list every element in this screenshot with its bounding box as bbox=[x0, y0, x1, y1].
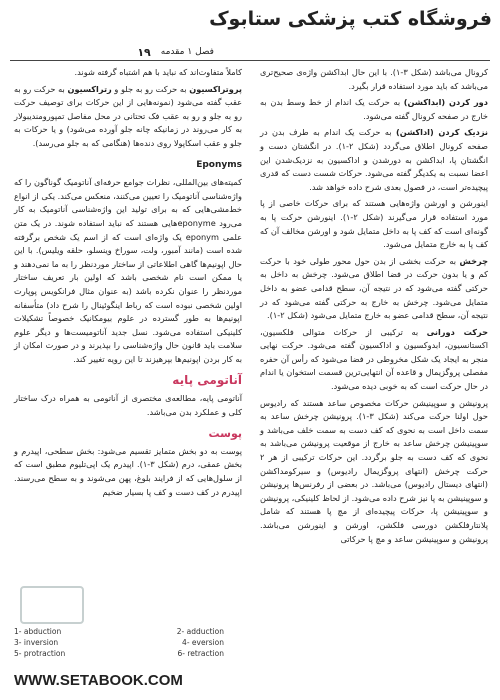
right-column bbox=[260, 66, 488, 549]
term-protraction: پروتراکسیون bbox=[189, 83, 243, 94]
section-heading-eponyms: Eponyms bbox=[196, 159, 242, 170]
store-banner: فروشگاه کتب پزشکی ستابوک bbox=[209, 8, 492, 30]
header-divider bbox=[10, 60, 490, 61]
paragraph bbox=[260, 255, 488, 323]
paragraph: پرونیشن و سوپینیشن حرکات مخصوص ساعد هستند که رادیوس حول اولنا حرکت می‌کند (شکل ۳-۱). پرونیشن چرخش ساعد به سمت داخل است به نحوی که کف دست به سمت خلف می‌باشد و سوپینیشن چرخش ساعد به خارج از موقعیت پرونیشن می‌باشد به نحوی که کف دست به جلو برگردد. این حرکات ترکیبی از هر ۲ حرکت چرخش (انتهای پروگزیمال رادیوس) و سیرکومداکشن (انتهای دیستال رادیوس) می‌باشد. در بعضی از رفرنس‌ها پرونیشن و سوپینیشن به پا نیز شرح داده می‌شود. از لحاظ کلینیکی، پرونیشن و سوپینیشن پا، حرکات پیچیده‌ای از مچ پا هستند که شامل پلانتارفلکشن دورسی فلکشن، اورشن و اینورشن می‌باشد. پرونیشن و سوپینیشن ساعد و مچ پا حرکاتی bbox=[260, 397, 488, 544]
paragraph bbox=[14, 83, 242, 151]
paragraph: کاملاً متفاوت‌اند که نباید با هم اشتباه گرفته شوند. bbox=[74, 67, 242, 77]
paragraph bbox=[260, 96, 488, 123]
term-adduction: نزدیک کردن (اداکشن) bbox=[395, 127, 488, 138]
paragraph bbox=[260, 126, 488, 194]
paragraph-text: به ترکیبی از حرکات متوالی فلکسیون، اکستانسیون، ابدوکسیون و اداکسیون گفته می‌شود. حرکت نهایی منجر به ایجاد یک شکل مخروطی در فضا می‌شود که رأس آن حفره مفصلی پروگزیمال و قاعده آن انتهایی‌ترین قسمت استخوان یا اندام در حال حرکت است که به خوبی دیده می‌شود. bbox=[260, 326, 488, 392]
footnote: 6- retraction bbox=[177, 649, 224, 658]
running-header bbox=[14, 44, 214, 60]
footnote: 4- eversion bbox=[182, 638, 224, 647]
paragraph: پوست به دو بخش متمایز تقسیم می‌شود: بخش سطحی، اپیدرم و بخش عمقی، درم (شکل ۳-۱). اپیدرم یک اپی‌تلیوم مطبق است که از سلول‌هایی که از فرایند بلوغ، پهن می‌شوند و به سطح می‌رسند. اپیدرم در کف دست و کف پا بسیار ضخیم bbox=[14, 445, 242, 497]
term-retraction: رتراکسیون bbox=[67, 83, 112, 94]
footnotes bbox=[14, 626, 224, 658]
page-number: ۱۹ bbox=[137, 45, 151, 59]
footnote: 5- protraction bbox=[14, 649, 66, 658]
paragraph bbox=[260, 326, 488, 394]
paragraph: اینورشن و اورشن واژه‌هایی هستند که برای حرکات خاصی از پا مورد استفاده قرار می‌گیرند (شکل ۲-۱). اینورشن حرکت پا به گونه‌ای است که کف پا به داخل متمایل شود و اورشن مخالف آن که کف پا به خارج متمایل می‌شود. bbox=[259, 198, 488, 250]
term-circumduction: حرکت دورانی bbox=[426, 326, 488, 337]
paragraph-text: به حرکت یک اندام از خط وسط بدن به خارج در صفحه کرونال گفته می‌شود. bbox=[260, 97, 488, 121]
paragraph-text: به حرکت رو به عقب گفته می‌شود (نمونه‌هایی از این حرکات برای توصیف حرکت رو به جلو و رو به عقب فک تحتانی در محل مفاصل تمپورومندیبولار به کار می‌روند در زمانیکه چانه جلو آورده می‌شود) و یا حرکات به جلو و عقب اسکاپولا روی دنده‌ها (هنگامی که به جلو می‌رسد). bbox=[14, 83, 242, 148]
paragraph: کمیته‌های بین‌المللی، نظرات جوامع حرفه‌ای آناتومیک گوناگون را که واژه‌شناسی آناتومیک را تعیین می‌کنند، منعکس می‌کند. یکی از انواع خط‌مشی‌هایی که به برای تولید این واژه‌شناسی آناتومیک به کار می‌رود eponyme‌هایی هستند که نباید استفاده شوند. در یک متن علمی eponym یک واژه‌ای است که از اسم یک شخص برگرفته شده است (مانند آمبور، ولت، سوراخ وینسلو، حلقه ویلیس). با این حال اپونیم‌ها گاهی اطلاعاتی از ساختار موردنظر را به ما نمی‌دهند و یا ممکن است نام شخصی باشد که اولین بار تعریف ساختار موردنظر را عنوان نکرده باشد (به عنوان مثال فرانکویس پوپارت اولین شخصی نبوده است که رباط اینگوئینال را شرح داد) متأسفانه اپونیم‌ها به طور گسترده در علوم بیومکانیک خصوصاً تشکیلات کلینیکی استفاده می‌شود. نسل جدید آناتومیست‌ها و دیگر علوم سلامت باید قانون حال واژه‌شناسی را بپذیرند و در صورت امکان از به کار بردن اپونیم‌ها بپرهیزند تا این رویه تغییر کند. bbox=[14, 177, 242, 364]
footnote: 3- inversion bbox=[14, 638, 59, 647]
term-abduction: دور کردن (ابداکشن) bbox=[403, 97, 488, 108]
left-column bbox=[14, 66, 242, 502]
section-heading-skin: پوست bbox=[208, 427, 242, 441]
setabook-logo-watermark bbox=[20, 586, 195, 626]
logo-icon bbox=[20, 586, 84, 624]
paragraph-text: به حرکت یک اندام به طرف بدن در صفحه کرونال اطلاق می‌گردد (شکل ۲-۱). در انگشتان دست و انگشتان پا، ابداکشن به دورشدن و اداکسیون به نزدیک‌شدن این اعضا نسبت به یکدیگر گفته می‌شود. حرکات شست دست که قدری پیچیده‌تر است، در فصول بعدی شرح داده خواهد شد. bbox=[260, 127, 488, 192]
footnote: 2- adduction bbox=[176, 627, 224, 636]
term-rotation: چرخش bbox=[459, 255, 488, 266]
paragraph-text: به حرکت رو به جلو و bbox=[111, 83, 190, 94]
footnote: 1- abduction bbox=[14, 627, 62, 636]
chapter-label: فصل ۱ مقدمه bbox=[160, 47, 214, 57]
paragraph: کرونال می‌باشد (شکل ۳-۱). با این حال ابداکشن واژه‌ی صحیح‌تری می‌باشد که باید مورد استفاده قرار بگیرد. bbox=[260, 67, 488, 91]
paragraph: آناتومی پایه، مطالعه‌ی مختصری از آناتومی به همراه درک ساختار کلی و عملکرد بدن می‌باشد. bbox=[14, 393, 242, 417]
section-heading-basic-anatomy: آناتومی پایه bbox=[172, 373, 242, 388]
footer-url: WWW.SETABOOK.COM bbox=[14, 672, 183, 689]
paragraph-text: به حرکت بخشی از بدن حول محور طولی خود با حرکت کم و یا بدون حرکت در فضا اطلاق می‌شود. چرخش به داخل به حرکتی گفته می‌شود که در نتیجه آن، سطح قدامی عضو به داخل متمایل می‌شود. چرخش به خارج به حرکتی گفته می‌شود که در نتیجه آن، سطح قدامی عضو به خارج متمایل می‌شود (شکل ۲-۱). bbox=[260, 255, 488, 321]
